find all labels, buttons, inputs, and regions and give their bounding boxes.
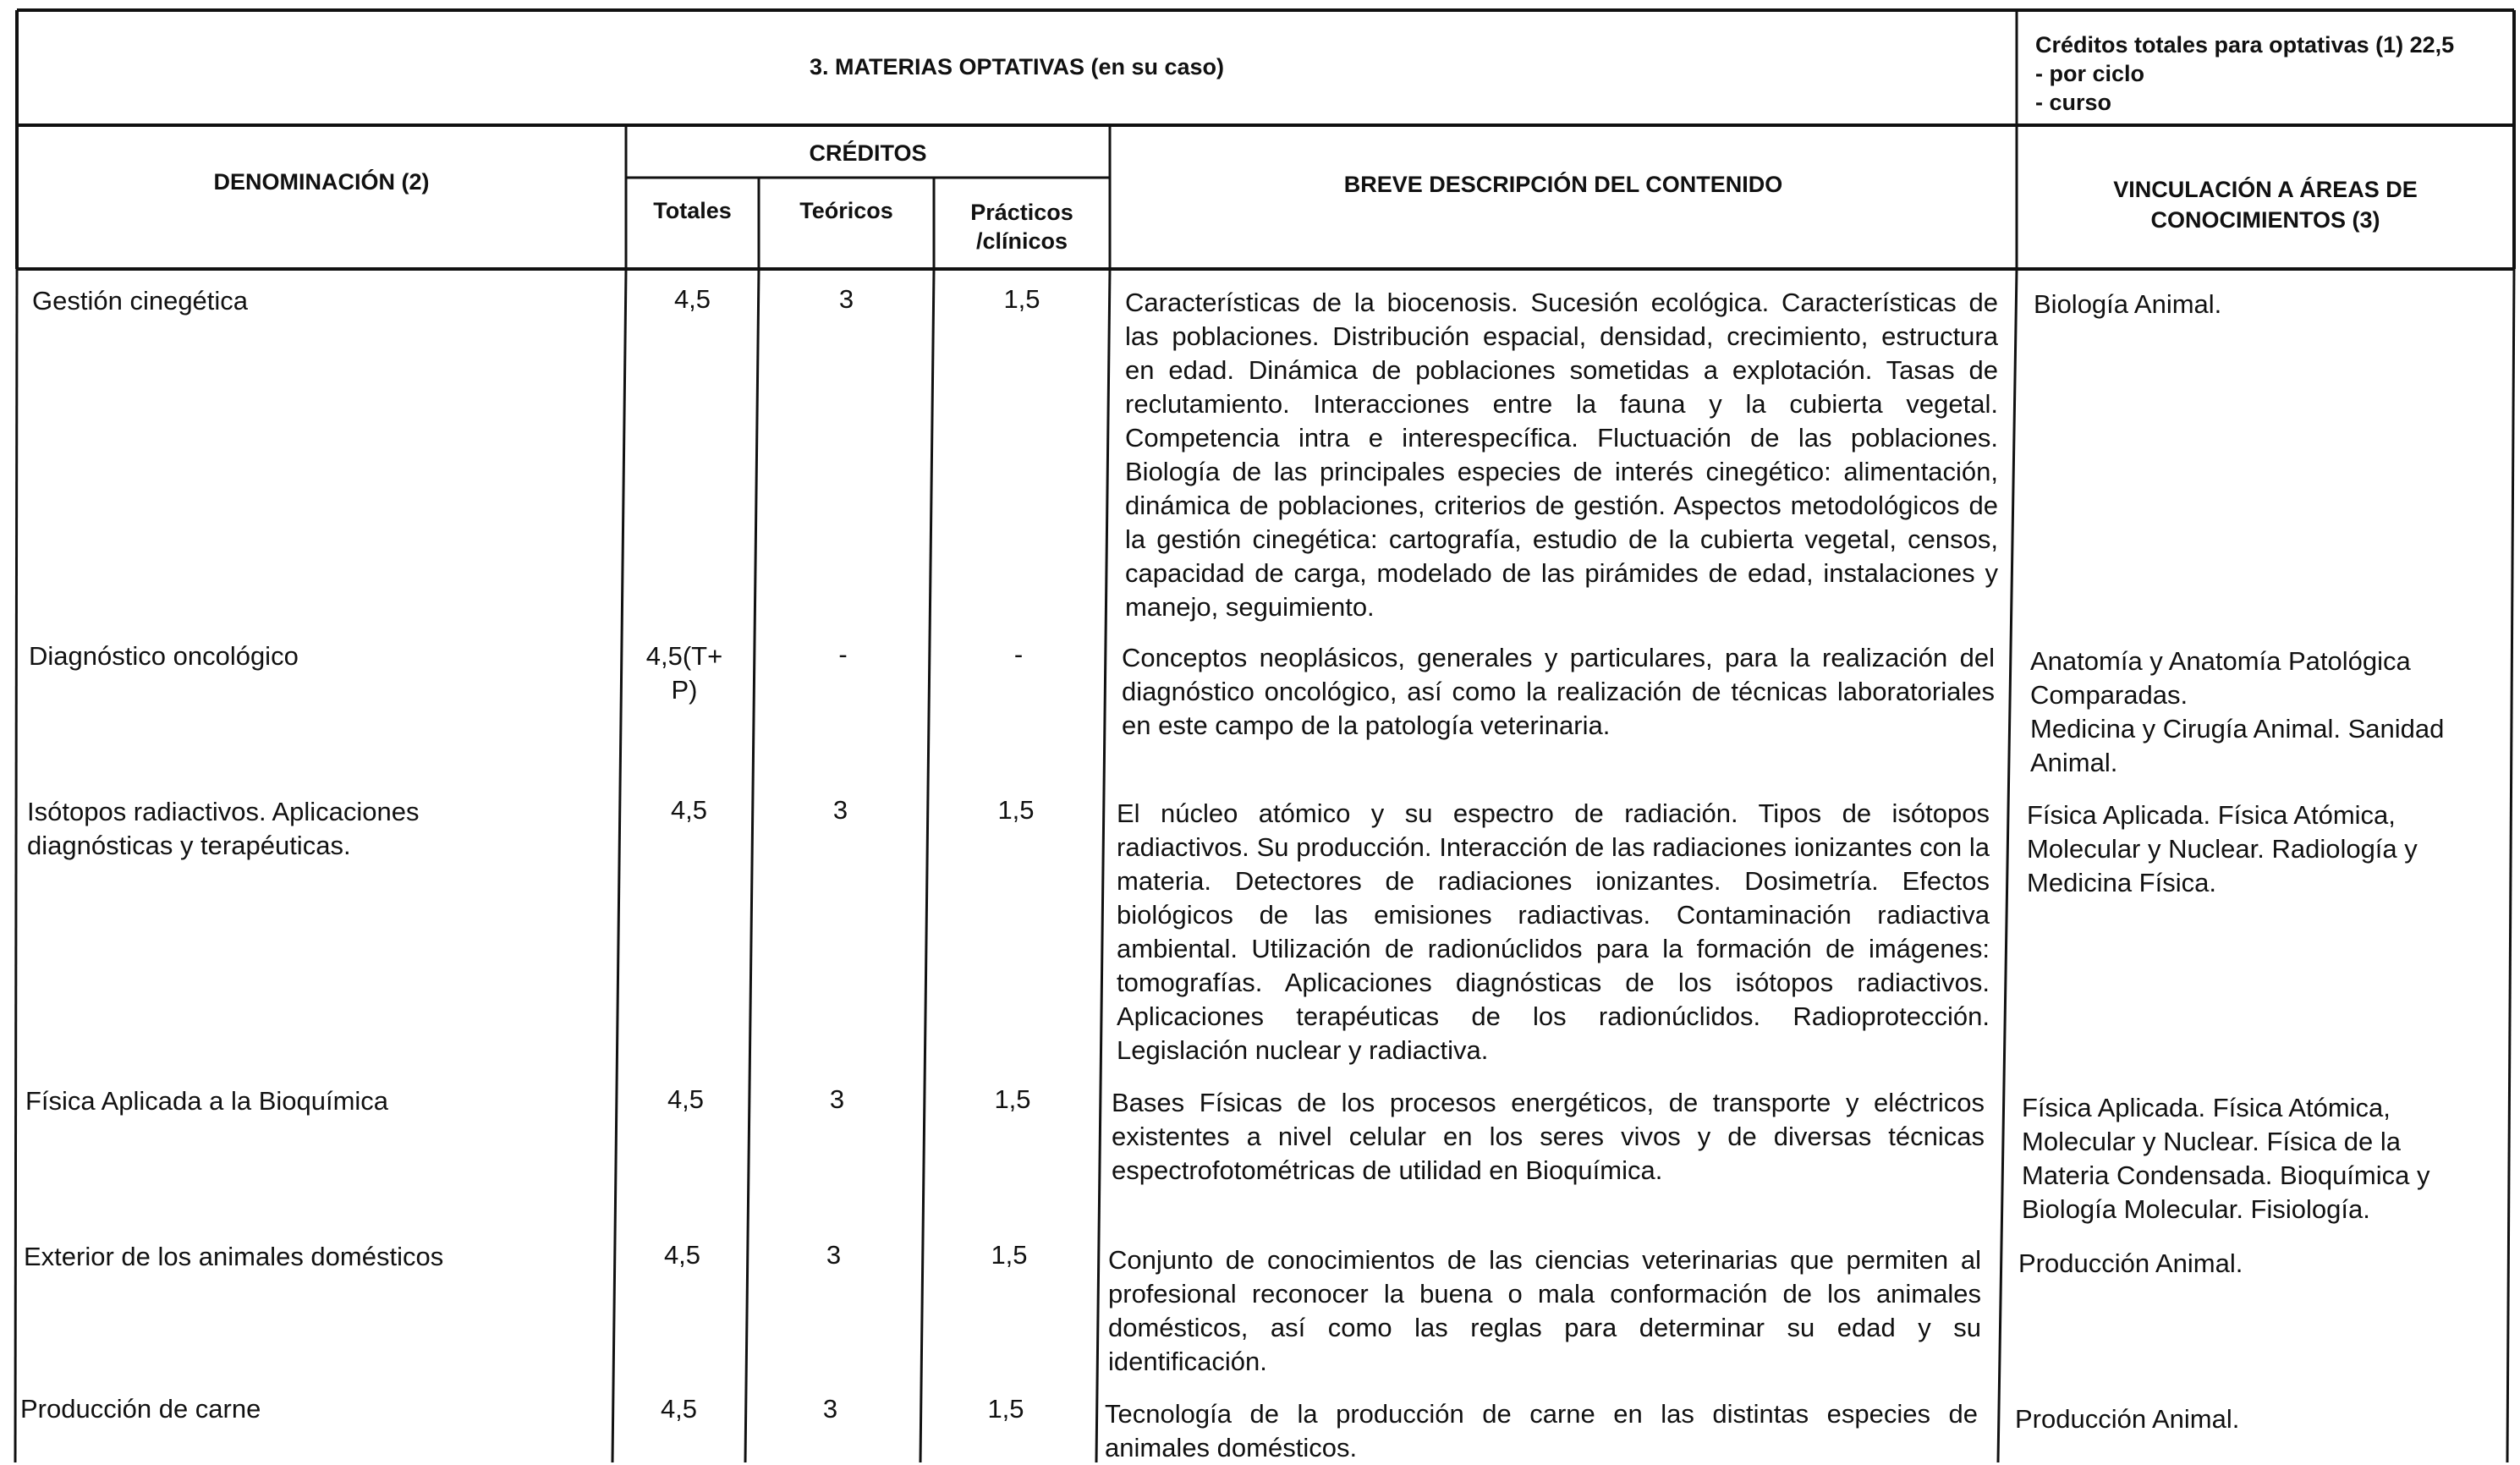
credits-per-course: - curso [2035,90,2112,115]
row-descripcion: El núcleo atómico y su espectro de radiación. Tipos de isótopos radiactivos. Su producción. Interacción de las radiaciones ionizantes con la materia. Detectores de radiaciones ionizantes. Dosimetría. Efectos biológicos de las emisiones radiactivas. Contaminación radiactiva ambiental. Utilización de radionúclidos para la formación de imágenes: tomografías. Aplicaciones diagnósticas de los isótopos radiactivos. Aplicaciones terapéuticas de los radionúclidos. Radioprotección. Legislación nuclear y radiactiva. [1117,798,1990,1065]
row-name: Producción de carne [20,1394,261,1424]
credits-total-line: Créditos totales para optativas (1) 22,5 [2035,32,2455,58]
row-totales: 4,5 [673,284,711,314]
row-teoricos: 3 [822,1394,838,1424]
row-descripcion: Características de la biocenosis. Sucesión ecológica. Características de las poblaciones. Distribución espacial, densidad, crecimiento, estructura en edad. Dinámica de poblaciones sometidas a explotación. Tasas de reclutamiento. Interacciones entre la fauna y la cubierta vegetal. Competencia intra e interespecífica. Fluctuación de las poblaciones. Biología de las principales especies de interés cinegético: alimentación, dinámica de poblaciones, criterios de gestión. Aspectos metodológicos de la gestión cinegética: cartografía, estudio de la cubierta vegetal, censos, capacidad de carga, modelado de las pirámides de edad, instalaciones y manejo, seguimiento. [1125,288,1998,622]
col-vinculacion [2017,174,2514,235]
row-totales: 4,5 [663,1240,701,1270]
credits-per-cycle: - por ciclo [2035,61,2145,86]
row-practicos: 1,5 [997,795,1035,825]
row-practicos: 1,5 [1003,284,1040,314]
row-name: Gestión cinegética [32,286,249,315]
col-totales: Totales [653,198,732,223]
row-practicos: 1,5 [987,1394,1024,1424]
row-descripcion: Bases Físicas de los procesos energéticos, de transporte y eléctricos existentes a nivel celular en los seres vivos y de diversas técnicas espectrofotométricas de utilidad en Bioquímica. [1112,1088,1985,1185]
row-totales: 4,5 [667,1084,705,1114]
col-practicos [934,198,1110,255]
credits-total-box [2035,30,2509,117]
col-practicos-line2: /clínicos [975,228,1068,254]
row-descripcion: Conjunto de conocimientos de las ciencias veterinarias que permiten al profesional reconocer la buena o mala conformación de los animales domésticos, así como las reglas para determinar su edad y su identificación. [1108,1245,1981,1376]
row-practicos: 1,5 [991,1240,1028,1270]
row-totales: 4,5 [660,1394,698,1424]
row-descripcion: Tecnología de la producción de carne en las distintas especies de animales domésticos. [1105,1399,1978,1462]
row-teoricos: 3 [838,284,854,314]
row-name: Isótopos radiactivos. Aplicaciones diagnósticas y terapéuticas. [27,797,420,860]
row-name: Diagnóstico oncológico [29,641,299,671]
col-vinculacion-line1: VINCULACIÓN A ÁREAS DE [2113,177,2418,202]
row-teoricos: - [838,639,848,669]
col-practicos-line1: Prácticos [970,200,1073,225]
row-areas: Biología Animal. [2034,289,2222,319]
row-totales: 4,5(T+ P) [645,641,723,705]
col-creditos: CRÉDITOS [809,140,927,166]
row-name: Física Aplicada a la Bioquímica [25,1086,389,1116]
section-title: 3. MATERIAS OPTATIVAS (en su caso) [809,54,1225,80]
row-practicos: 1,5 [994,1084,1031,1114]
row-teoricos: 3 [826,1240,842,1270]
row-teoricos: 3 [829,1084,845,1114]
row-descripcion: Conceptos neoplásicos, generales y particulares, para la realización del diagnóstico oncológico, así como la realización de técnicas laboratoriales en este campo de la patología veterinaria. [1122,643,1995,740]
row-areas: Anatomía y Anatomía Patológica Comparadas. Medicina y Cirugía Animal. Sanidad Animal. [2030,646,2445,777]
row-areas: Producción Animal. [2018,1248,2243,1278]
row-totales: 4,5 [670,795,708,825]
row-practicos: - [1013,639,1024,669]
row-name: Exterior de los animales domésticos [24,1242,444,1271]
col-teoricos: Teóricos [799,198,893,223]
row-teoricos: 3 [832,795,848,825]
row-areas: Física Aplicada. Física Atómica, Molecular y Nuclear. Física de la Materia Condensada. Bioquímica y Biología Molecular. Fisiología. [2022,1093,2430,1224]
col-vinculacion-line2: CONOCIMIENTOS (3) [2150,207,2380,233]
row-areas: Física Aplicada. Física Atómica, Molecular y Nuclear. Radiología y Medicina Física. [2027,800,2418,897]
col-denominacion: DENOMINACIÓN (2) [213,169,430,195]
col-descripcion: BREVE DESCRIPCIÓN DEL CONTENIDO [1343,172,1783,197]
row-areas: Producción Animal. [2015,1404,2240,1434]
